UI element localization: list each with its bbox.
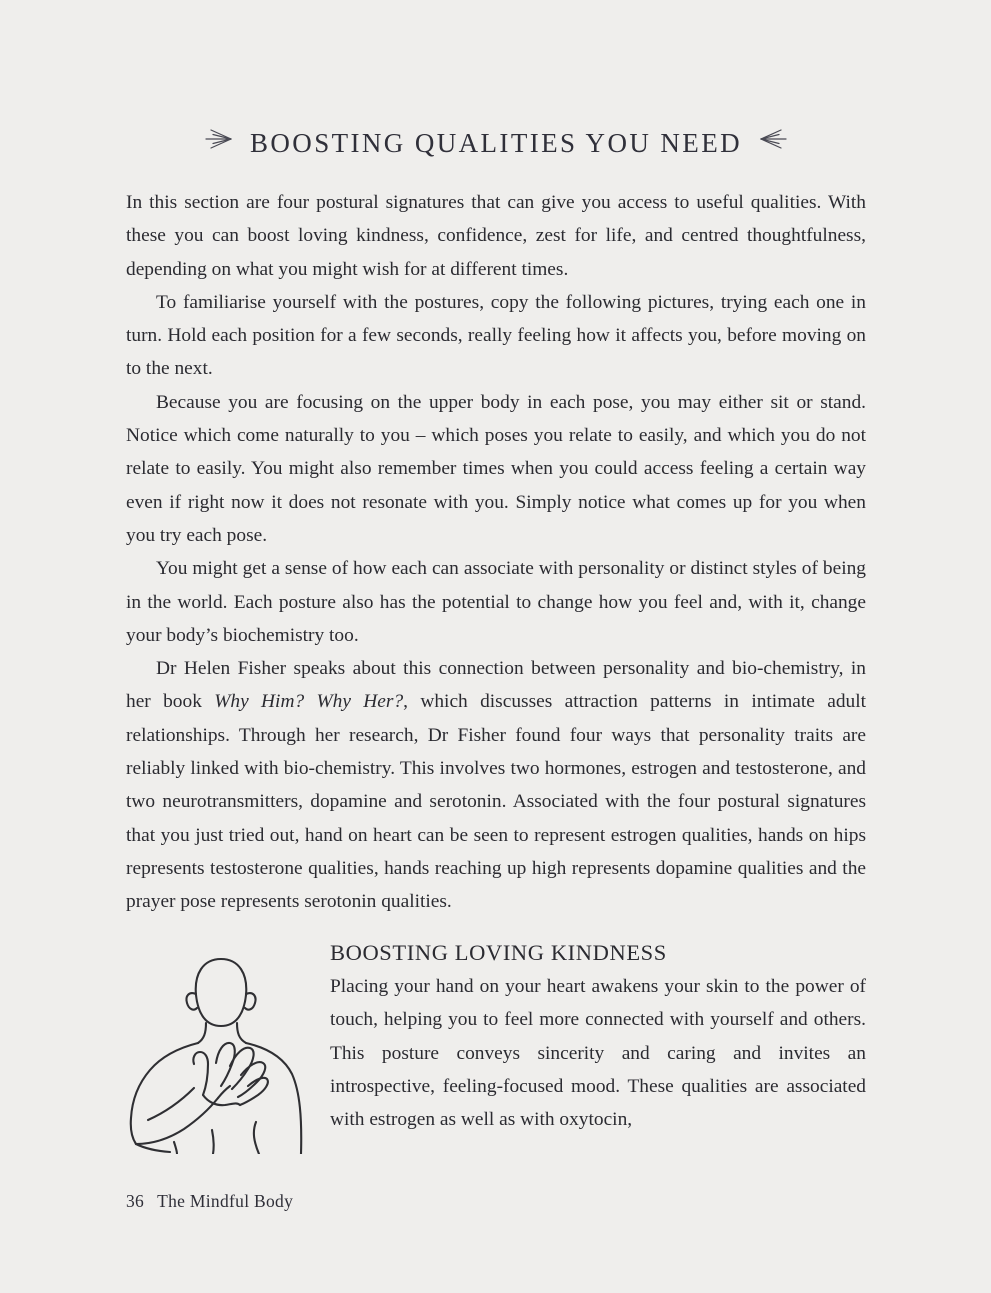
paragraph-text-after-title: , which discusses attraction patterns in intimate adult relationships. Through her research, Dr Fisher found four ways that personality traits are reliably linked with bio-chemistry. This involves two hormones, estrogen and testosterone, and two neurotransmitters, dopamine and serotonin. Associated with the four postural signatures that you just tried out, hand on heart can be seen to represent estrogen qualities, hands on hips represents testosterone qualities, hands reaching up high represents dopamine qualities and the prayer pose represents serotonin qualities.	[126, 691, 866, 913]
page-title	[126, 128, 866, 159]
fanned-arrow-left-icon	[758, 128, 788, 150]
page-title-text: BOOSTING QUALITIES YOU NEED	[249, 128, 742, 158]
paragraph: You might get a sense of how each can associate with personality or distinct styles of being in the world. Each posture also has the potential to change how you feel and, with it, change your body’s biochemistry too.	[126, 558, 866, 646]
section-paragraph: Placing your hand on your heart awakens your skin to the power of touch, helping you to feel more connected with yourself and others. This posture conveys sincerity and caring and invites an introspective, feeling-focused mood. These qualities are associated with estrogen as well as with oxytocin,	[330, 976, 866, 1131]
hand-on-heart-posture-illustration	[126, 942, 322, 1154]
book-title-italic: Why Him? Why Her?	[214, 691, 404, 713]
loving-kindness-section	[126, 938, 866, 1154]
section-subheading: BOOSTING LOVING KINDNESS	[330, 940, 667, 965]
paragraph: To familiarise yourself with the postures, copy the following pictures, trying each one in turn. Hold each position for a few seconds, really feeling how it affects you, before moving on to the next.	[126, 291, 866, 380]
paragraph: Because you are focusing on the upper body in each pose, you may either sit or stand. Notice which come naturally to you – which poses you relate to easily, and which you do not relate to easily. You might also remember times when you could access feeling a certain way even if right now it does not resonate with you. Simply notice what comes up for you when you try each pose.	[126, 391, 866, 546]
paragraph-text-before-title: Dr Helen Fisher speaks about this connection between personality and bio-chemistry, in her book	[126, 658, 866, 713]
running-book-title: The Mindful Body	[157, 1191, 294, 1211]
page-footer	[126, 1191, 293, 1212]
fanned-arrow-right-icon	[204, 128, 234, 150]
paragraph: In this section are four postural signatures that can give you access to useful qualities. With these you can boost loving kindness, confidence, zest for life, and centred thoughtfulness, depending on what you might wish for at different times.	[126, 192, 866, 280]
page-number: 36	[126, 1191, 145, 1211]
paragraph-with-book-title	[126, 652, 866, 918]
body-text-column	[126, 186, 866, 919]
